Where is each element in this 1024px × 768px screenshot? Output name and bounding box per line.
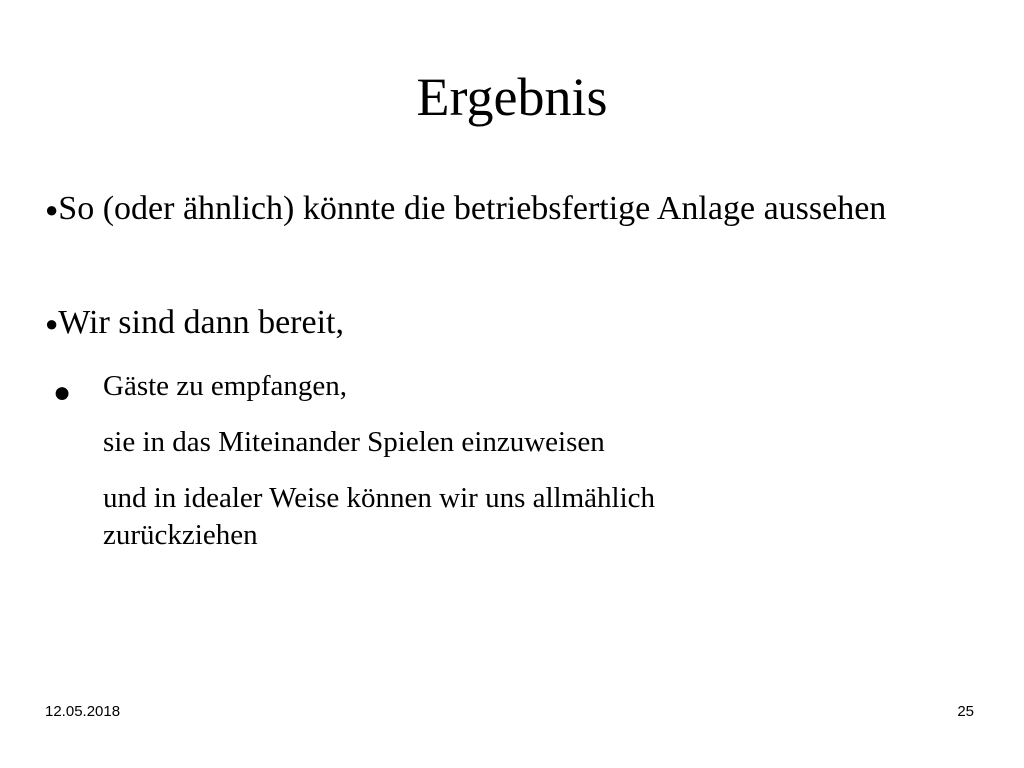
bullet-item [45, 300, 965, 347]
sub-item: und in idealer Weise können wir uns allmählich zurückziehen [103, 482, 656, 551]
sub-item: sie in das Miteinander Spielen einzuweisen [103, 426, 605, 458]
bullet-text: So (oder ähnlich) könnte die betriebsfertige Anlage aussehen [58, 190, 887, 227]
bullet-dot-icon: ● [45, 197, 59, 222]
slide-title: Ergebnis [416, 67, 608, 127]
bullet-dot-icon: ● [53, 376, 72, 409]
bullet-dot-icon: ● [45, 311, 59, 336]
bullet-item [45, 186, 965, 233]
bullet-text: Wir sind dann bereit, [58, 304, 344, 341]
footer-date: 12.05.2018 [45, 703, 121, 720]
footer-page-number: 25 [957, 703, 974, 720]
sub-item: Gäste zu empfangen, [103, 370, 347, 402]
